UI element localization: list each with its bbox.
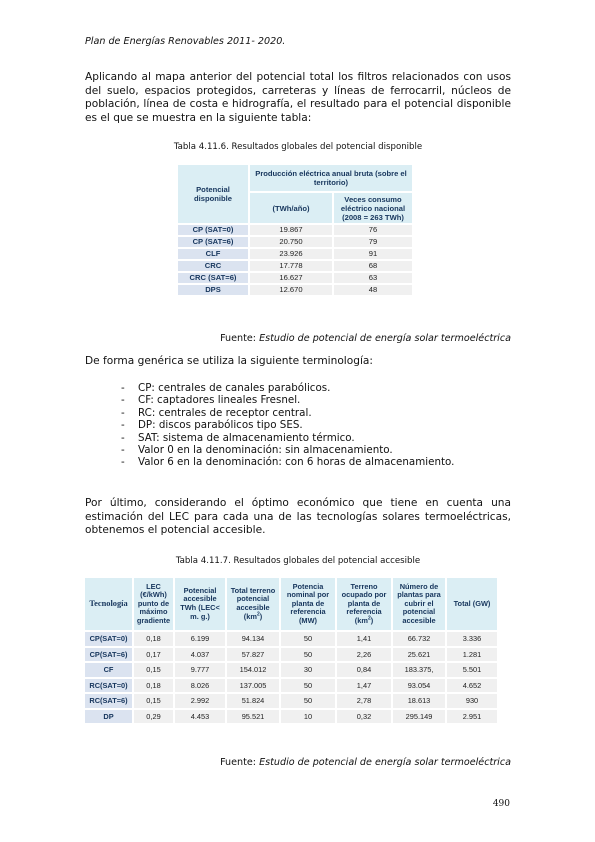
t2-cell-pot: 4.453 [175, 710, 225, 724]
t2-cell-lec: 0,18 [134, 632, 173, 646]
t2-row [85, 710, 497, 724]
t2-header-terreno-total [227, 578, 279, 630]
t2-cell-num: 93.054 [393, 679, 445, 693]
t2-header-terreno-planta [337, 578, 391, 630]
terminology-item: - Valor 0 en la denominación: sin almacenamiento. [121, 444, 454, 456]
t2-cell-pot: 8.026 [175, 679, 225, 693]
t1-cell-veces: 48 [334, 285, 412, 295]
t2-cell-terp: 1,47 [337, 679, 391, 693]
closing-paragraph: Por último, considerando el óptimo económico que tiene en cuenta una estimación del LEC para cada una de las tecnologías solares termoeléctricas, obtenemos el potencial accesible. [85, 497, 511, 537]
t1-cell-label: CRC (SAT=6) [178, 273, 248, 283]
t1-cell-veces: 76 [334, 225, 412, 235]
t1-cell-label: CP (SAT=6) [178, 237, 248, 247]
t1-cell-label: CP (SAT=0) [178, 225, 248, 235]
t2-cell-total: 2.951 [447, 710, 497, 724]
terminology-intro: De forma genérica se utiliza la siguiente terminología: [85, 355, 373, 367]
table1-caption: Tabla 4.11.6. Resultados globales del potencial disponible [173, 142, 423, 152]
t1-row [178, 261, 412, 271]
t2-header-terreno-total-close: ) [259, 611, 263, 621]
t1-header-potencial: Potencial disponible [178, 165, 248, 223]
t2-cell-total: 3.336 [447, 632, 497, 646]
t1-cell-label: CLF [178, 249, 248, 259]
t2-cell-tec: DP [85, 710, 132, 724]
table-potencial-accesible [83, 576, 499, 725]
t2-cell-num: 66.732 [393, 632, 445, 646]
t1-header-veces: Veces consumo eléctrico nacional (2008 = 263 TWh) [334, 193, 412, 223]
t2-cell-potn: 50 [281, 694, 335, 708]
t1-row [178, 237, 412, 247]
t2-cell-potn: 50 [281, 679, 335, 693]
t1-row [178, 285, 412, 295]
t1-cell-twh: 23.926 [250, 249, 332, 259]
t2-header-terreno-total-text: Total terreno potencial accesible (km [230, 585, 276, 621]
t2-cell-terp: 2,26 [337, 648, 391, 662]
t2-cell-lec: 0,17 [134, 648, 173, 662]
t2-header-numero: Número de plantas para cubrir el potencial accesible [393, 578, 445, 630]
t2-cell-lec: 0,18 [134, 679, 173, 693]
t2-header-terreno-planta-close: ) [370, 615, 374, 625]
t2-cell-pot: 2.992 [175, 694, 225, 708]
t2-cell-pot: 6.199 [175, 632, 225, 646]
t2-header-potencia: Potencia nominal por planta de referencia (MW) [281, 578, 335, 630]
t2-cell-lec: 0,15 [134, 694, 173, 708]
t2-header-lec: LEC (€/kWh) punto de máximo gradiente [134, 578, 173, 630]
document-header: Plan de Energías Renovables 2011- 2020. [85, 36, 286, 47]
t2-cell-num: 183.375, [393, 663, 445, 677]
terminology-item: - SAT: sistema de almacenamiento térmico. [121, 432, 454, 444]
t2-cell-total: 5.501 [447, 663, 497, 677]
t2-cell-potn: 50 [281, 632, 335, 646]
t1-cell-veces: 63 [334, 273, 412, 283]
t1-cell-veces: 79 [334, 237, 412, 247]
t2-cell-total: 1.281 [447, 648, 497, 662]
t2-header-potencial: Potencial accesible TWh (LEC< m. g.) [175, 578, 225, 630]
terminology-item: - DP: discos parabólicos tipo SES. [121, 419, 454, 431]
t2-row [85, 663, 497, 677]
t2-cell-terr: 51.824 [227, 694, 279, 708]
t2-cell-potn: 50 [281, 648, 335, 662]
t1-header-twh: (TWh/año) [250, 193, 332, 223]
table1-source [220, 333, 511, 344]
page-number: 490 [492, 799, 510, 809]
t2-cell-tec: CP(SAT=6) [85, 648, 132, 662]
intro-paragraph: Aplicando al mapa anterior del potencial total los filtros relacionados con usos del suelo, espacios protegidos, carreteras y líneas de ferrocarril, núcleos de población, línea de costa e hidrografía, el resultado para el potencial disponible es el que se muestra en la siguiente tabla: [85, 71, 511, 124]
t2-cell-terr: 57.827 [227, 648, 279, 662]
table1-source-prefix: Fuente: [220, 333, 260, 344]
t2-cell-terr: 137.005 [227, 679, 279, 693]
t2-cell-potn: 30 [281, 663, 335, 677]
t2-row [85, 679, 497, 693]
t2-cell-lec: 0,15 [134, 663, 173, 677]
terminology-item: - CP: centrales de canales parabólicos. [121, 382, 454, 394]
t2-cell-terp: 0,32 [337, 710, 391, 724]
table2-source [220, 757, 511, 768]
t2-cell-terp: 2,78 [337, 694, 391, 708]
t1-cell-twh: 17.778 [250, 261, 332, 271]
t1-row [178, 225, 412, 235]
t2-cell-num: 295.149 [393, 710, 445, 724]
t1-cell-veces: 68 [334, 261, 412, 271]
t2-header-terreno-planta-text: Terreno ocupado por planta de referencia (km [341, 581, 387, 625]
t2-cell-total: 4.652 [447, 679, 497, 693]
t2-row [85, 648, 497, 662]
terminology-list [121, 382, 454, 469]
table-potencial-disponible [176, 163, 414, 297]
t2-cell-lec: 0,29 [134, 710, 173, 724]
t2-header-terreno-total-sup: 2 [256, 611, 260, 618]
terminology-item: - CF: captadores lineales Fresnel. [121, 394, 454, 406]
t1-header-produccion: Producción eléctrica anual bruta (sobre el territorio) [250, 165, 412, 191]
table1-source-title: Estudio de potencial de energía solar termoeléctrica [259, 333, 511, 344]
t1-cell-label: DPS [178, 285, 248, 295]
table2-caption: Tabla 4.11.7. Resultados globales del potencial accesible [175, 556, 421, 566]
table2-source-title: Estudio de potencial de energía solar termoeléctrica [259, 757, 511, 768]
t2-cell-total: 930 [447, 694, 497, 708]
t2-cell-potn: 10 [281, 710, 335, 724]
t2-cell-tec: CF [85, 663, 132, 677]
t2-header-terreno-planta-sup: 2 [367, 615, 371, 622]
t1-cell-label: CRC [178, 261, 248, 271]
t2-header-total: Total (GW) [447, 578, 497, 630]
t2-cell-terp: 1,41 [337, 632, 391, 646]
terminology-item: - Valor 6 en la denominación: con 6 horas de almacenamiento. [121, 456, 454, 468]
t2-cell-terp: 0,84 [337, 663, 391, 677]
t1-cell-twh: 12.670 [250, 285, 332, 295]
t2-cell-terr: 154.012 [227, 663, 279, 677]
t2-cell-num: 25.621 [393, 648, 445, 662]
t2-row [85, 632, 497, 646]
terminology-item: - RC: centrales de receptor central. [121, 407, 454, 419]
t1-cell-twh: 16.627 [250, 273, 332, 283]
t1-cell-veces: 91 [334, 249, 412, 259]
t2-cell-tec: CP(SAT=0) [85, 632, 132, 646]
t2-cell-tec: RC(SAT=0) [85, 679, 132, 693]
t2-row [85, 694, 497, 708]
t1-cell-twh: 19.867 [250, 225, 332, 235]
t2-cell-terr: 95.521 [227, 710, 279, 724]
t1-cell-twh: 20.750 [250, 237, 332, 247]
t2-cell-pot: 9.777 [175, 663, 225, 677]
t1-row [178, 273, 412, 283]
t2-cell-num: 18.613 [393, 694, 445, 708]
t2-header-tecnologia: Tecnología [85, 578, 132, 630]
t2-cell-tec: RC(SAT=6) [85, 694, 132, 708]
t2-cell-pot: 4.037 [175, 648, 225, 662]
t1-row [178, 249, 412, 259]
table2-source-prefix: Fuente: [220, 757, 260, 768]
t2-cell-terr: 94.134 [227, 632, 279, 646]
